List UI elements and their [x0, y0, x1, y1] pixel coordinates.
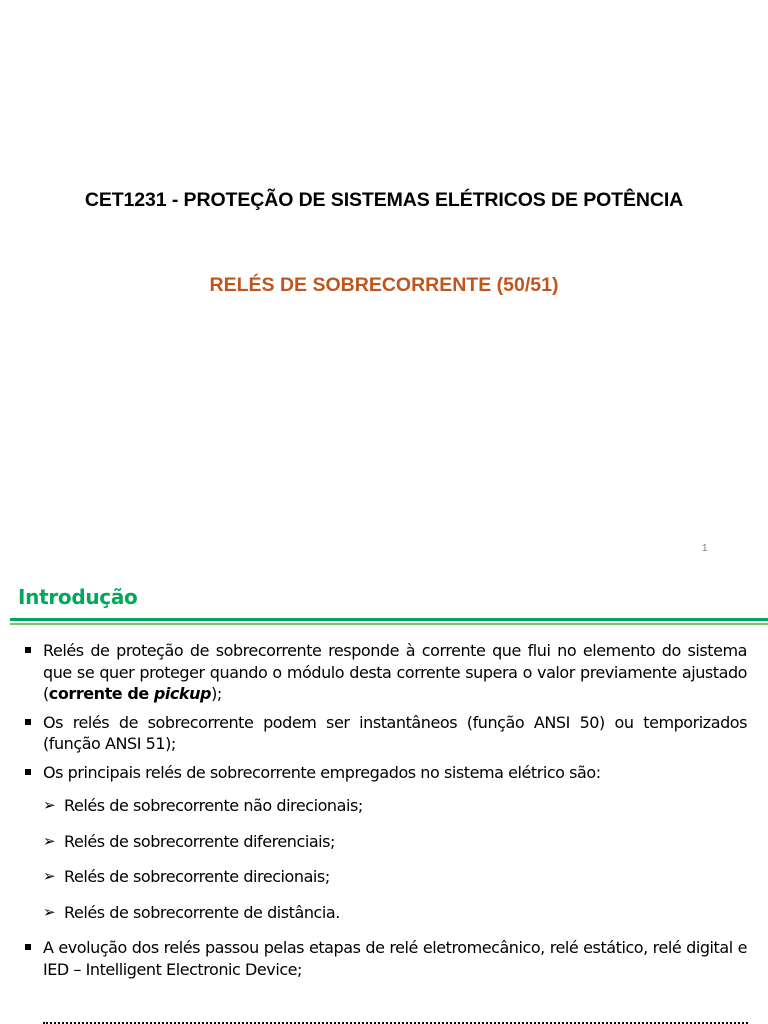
- list-item: ➢ Relés de sobrecorrente direcionais;: [43, 867, 330, 886]
- page-number: 1: [702, 543, 708, 554]
- bullet-2-text: Os relés de sobrecorrente podem ser instantâneos (função ANSI 50) ou temporizados (função ANSI 51);: [43, 712, 747, 753]
- arrow-bullet-icon: ➢: [43, 902, 56, 921]
- list-item: ➢ Relés de sobrecorrente de distância.: [43, 902, 340, 922]
- square-bullet-icon: [25, 944, 31, 950]
- arrow-bullet-icon: ➢: [43, 831, 56, 850]
- bullet-list: [24, 640, 747, 987]
- bullet-3-text: Os principais relés de sobrecorrente empregados no sistema elétrico são:: [43, 762, 601, 782]
- section-heading: Introdução: [18, 585, 138, 609]
- arrow-bullet-icon: ➢: [43, 867, 56, 885]
- truncated-text-line: [43, 1016, 748, 1024]
- arrow-bullet-icon: ➢: [43, 796, 56, 814]
- bullet-item-3: [24, 762, 747, 784]
- bullet-1-tail: );: [211, 684, 222, 703]
- bullet-4-text: A evolução dos relés passou pelas etapas de relé eletromecânico, relé estático, relé digital e IED – Intelligent Electronic Device;: [43, 938, 747, 979]
- pickup-term: corrente de pickup: [48, 684, 212, 703]
- square-bullet-icon: [25, 769, 31, 775]
- bullet-item-1: [24, 640, 747, 705]
- square-bullet-icon: [25, 719, 31, 725]
- heading-rule-bottom: [10, 623, 768, 625]
- bullet-1-text: Relés de proteção de sobrecorrente responde à corrente que flui no elemento do sistema que se quer proteger quando o módulo desta corrente supera o valor previamente ajustado (: [43, 641, 747, 703]
- list-item: ➢ Relés de sobrecorrente não direcionais;: [43, 796, 363, 815]
- bullet-item-2: [24, 712, 747, 755]
- relay-type-list: [24, 795, 747, 923]
- square-bullet-icon: [25, 647, 31, 653]
- intro-slide: [0, 575, 768, 1024]
- course-title: CET1231 - PROTEÇÃO DE SISTEMAS ELÉTRICOS DE POTÊNCIA: [84, 189, 684, 211]
- bullet-item-4: [24, 937, 747, 980]
- lecture-subtitle: RELÉS DE SOBRECORRENTE (50/51): [209, 274, 559, 296]
- heading-rule-top: [10, 618, 768, 621]
- list-item: ➢ Relés de sobrecorrente diferenciais;: [43, 831, 335, 851]
